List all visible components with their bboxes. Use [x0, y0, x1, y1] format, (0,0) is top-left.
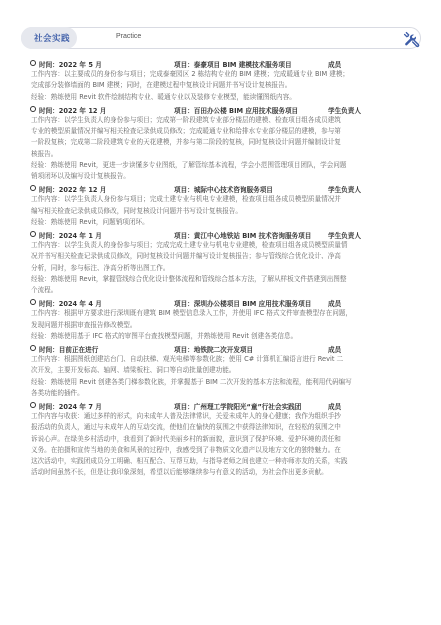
- entry-text-line: 分析，同时，参与标注、净高分析等出图工作。: [31, 263, 170, 272]
- entry-project: 项目：广州理工学院阳光“童”行社会实践团: [174, 403, 302, 411]
- tools-icon: [403, 30, 421, 48]
- entry-role: 学生负责人: [328, 106, 361, 115]
- entry-text-line: 经验：熟练使用 Revit，掌握管线综合优化设计整体流程和管线综合基本方法，了解从样板文件搭建到出图整: [31, 274, 347, 283]
- entry-project: 项目：泰豪项目 BIM 建模技术服务项目: [174, 61, 292, 69]
- entry-project: 项目：黄江中心地铁站 BIM 技术咨询服务项目: [174, 232, 312, 240]
- entry-time: 时间：2022 年 5 月: [39, 61, 102, 69]
- entry-time: 时间：2022 年 12 月: [39, 106, 107, 115]
- bullet-circle-icon: [30, 299, 36, 305]
- entry-header: [31, 104, 415, 115]
- entry-text-line: 工作内容与收获：通过多样的形式，向未成年人普及法律常识，关爱未成年人的身心健康；我作为组织手抄: [31, 412, 341, 421]
- entry-text-line: 工作内容：以学生负责人的身份参与项目；完成完成土建专业与机电专业建模，检查项目组各成员模型质量情: [31, 241, 348, 250]
- entry-text-line: 工作内容：以学生负责人的身份参与项目；完成第一阶段建筑专业部分楼层的建模、检查项目组各成员建筑: [31, 115, 341, 124]
- entry-text-line: 销项闭环以及编写设计复核报告。: [31, 172, 130, 180]
- entry-role: 成员: [328, 61, 342, 69]
- entry-text-line: 活动时间虽然不长，但是让我印象深刻，希望以后能够继续参与有意义的活动，为社会作出更多贡献。: [31, 468, 328, 477]
- practice-entry: [31, 58, 415, 103]
- practice-entry: [31, 343, 415, 399]
- entry-text-line: 完成部分装修墙面的 BIM 建模；同时，在建模过程中复核设计问题并书写设计复核报告。: [31, 81, 292, 90]
- entry-text-line: 个流程。: [31, 286, 58, 294]
- entry-text-line: 诉说心声。在绿美乡村活动中，我看到了新时代美丽乡村的新面貌，意识到了保护环境、爱护环境的责任和: [31, 434, 341, 443]
- entry-time: 时间：2022 年 12 月: [39, 186, 107, 195]
- entry-text-line: 经验：熟练使用 Revit，更进一步读懂多专业图纸，了解管综基本流程，学会小范围管理项目团队，学会问题: [31, 160, 347, 169]
- entry-text-line: 发现问题并根据审查报告修改模型。: [31, 320, 137, 329]
- entry-project: 项目：深圳办公楼项目 BIM 应用技术服务项目: [174, 300, 312, 309]
- bullet-circle-icon: [30, 185, 36, 191]
- section-subtitle: Practice: [116, 33, 142, 40]
- entry-text-line: 义务。在拍摄和宣传当地的美食和风景的过程中，我感受到了非物质文化遗产以及地方文化的独特魅力。在: [31, 445, 341, 454]
- practice-list: [31, 58, 415, 479]
- section-header: [21, 27, 421, 49]
- entry-role: 学生负责人: [328, 186, 361, 195]
- entry-time: 时间：2024 年 4 月: [39, 300, 102, 309]
- entry-text-line: 专业的模型质量情况并编写相关检查记录供成员修改；完成暖通专业和给排水专业部分楼层的建模，参与第: [31, 127, 341, 136]
- entry-header: [31, 400, 415, 411]
- entry-header: [31, 229, 415, 240]
- entry-text-line: 这次活动中，实践团成员分工明确、相互配合、互帮互助，与指导老师之间也建立一种亦师亦友的关系，实践: [31, 457, 348, 465]
- entry-text-line: 工作内容：根据甲方要求进行深圳既有建筑 BIM 模型信息录入工作，并使用 IFC 格式文件审查模型存在问题，: [31, 309, 353, 318]
- entry-time: 时间：2024 年 1 月: [39, 232, 102, 240]
- entry-text-line: 编写相关检查记录供成员修改，同时复核设计问题并书写设计复核报告。: [31, 206, 242, 215]
- entry-text-line: 经验：熟练使用基于 IFC 格式的审图平台查找模型问题，并熟练使用 Revit 创建各类信息。: [31, 331, 298, 340]
- entry-text-line: 一阶段复核；完成第二阶段建筑专业的天花建模，并参与第二阶段的复核，同时复核设计问题并编制设计复: [31, 138, 341, 147]
- entry-time: 时间：目前正在进行: [39, 346, 99, 354]
- bullet-circle-icon: [30, 345, 36, 351]
- bullet-circle-icon: [30, 402, 36, 408]
- entry-role: 成员: [328, 300, 342, 309]
- entry-project: 项目：地铁院二次开发项目: [174, 346, 254, 354]
- entry-text-line: 经验：熟练使用 Revit 软件绘制结构专业、暖通专业以及装修专业模型，能读懂图纸内容。: [31, 92, 296, 101]
- practice-entry: [31, 229, 415, 296]
- entry-project: 项目：百田办公楼 BIM 应用技术服务项目: [174, 106, 299, 115]
- entry-header: [31, 58, 415, 69]
- entry-header: [31, 297, 415, 308]
- practice-entry: [31, 104, 415, 182]
- practice-entry: [31, 297, 415, 342]
- entry-text-line: 况并书写相关检查记录供成员修改，同时复核设计问题并编写设计复核报告；参与管线综合优化设计、净高: [31, 252, 341, 261]
- entry-time: 时间：2024 年 7 月: [39, 403, 102, 411]
- entry-project: 项目：城际中心技术咨询服务项目: [174, 186, 273, 195]
- entry-text-line: 经验：熟练使用 Revit，问题销项闭环。: [31, 217, 149, 226]
- entry-header: [31, 183, 415, 194]
- entry-header: [31, 343, 415, 354]
- entry-role: 学生负责人: [328, 232, 361, 240]
- bullet-circle-icon: [30, 60, 36, 66]
- practice-entry: [31, 400, 415, 478]
- entry-text-line: 工作内容：以主要成员的身份参与项目；完成泰豪园区 2 栋结构专业的 BIM 建模；完成暖通专业 BIM 建模；: [31, 70, 350, 79]
- practice-entry: [31, 183, 415, 228]
- entry-text-line: 报活动的负责人，通过与未成年人的互动交流，使他们在愉快的氛围之中获得法律知识，在轻松的氛围之中: [31, 423, 341, 432]
- entry-text-line: 各类功能的插件。: [31, 388, 84, 397]
- entry-role: 成员: [328, 403, 342, 411]
- entry-text-line: 经验：熟练使用 Revit 创建各类门梯参数化族，并掌握基于 BIM 二次开发的基本方法和流程，能利用代码编写: [31, 377, 352, 386]
- bullet-circle-icon: [30, 231, 36, 237]
- entry-text-line: 次开发，主要开发标高、轴网、墙梁板柱、洞口等自动批量创建功能。: [31, 366, 236, 375]
- entry-text-line: 工作内容：根据图纸创建站台门、自动扶梯、观光电梯等参数化族；使用 C# 计算机汇编语言进行 Revit 二: [31, 355, 344, 364]
- entry-role: 成员: [328, 346, 342, 354]
- entry-text-line: 工作内容：以学生负责人身份参与项目；完成土建专业与机电专业建模，检查项目组各成员模型质量情况并: [31, 195, 341, 204]
- bullet-circle-icon: [30, 106, 36, 112]
- entry-text-line: 核报告。: [31, 149, 58, 158]
- section-title: 社会实践: [34, 34, 71, 44]
